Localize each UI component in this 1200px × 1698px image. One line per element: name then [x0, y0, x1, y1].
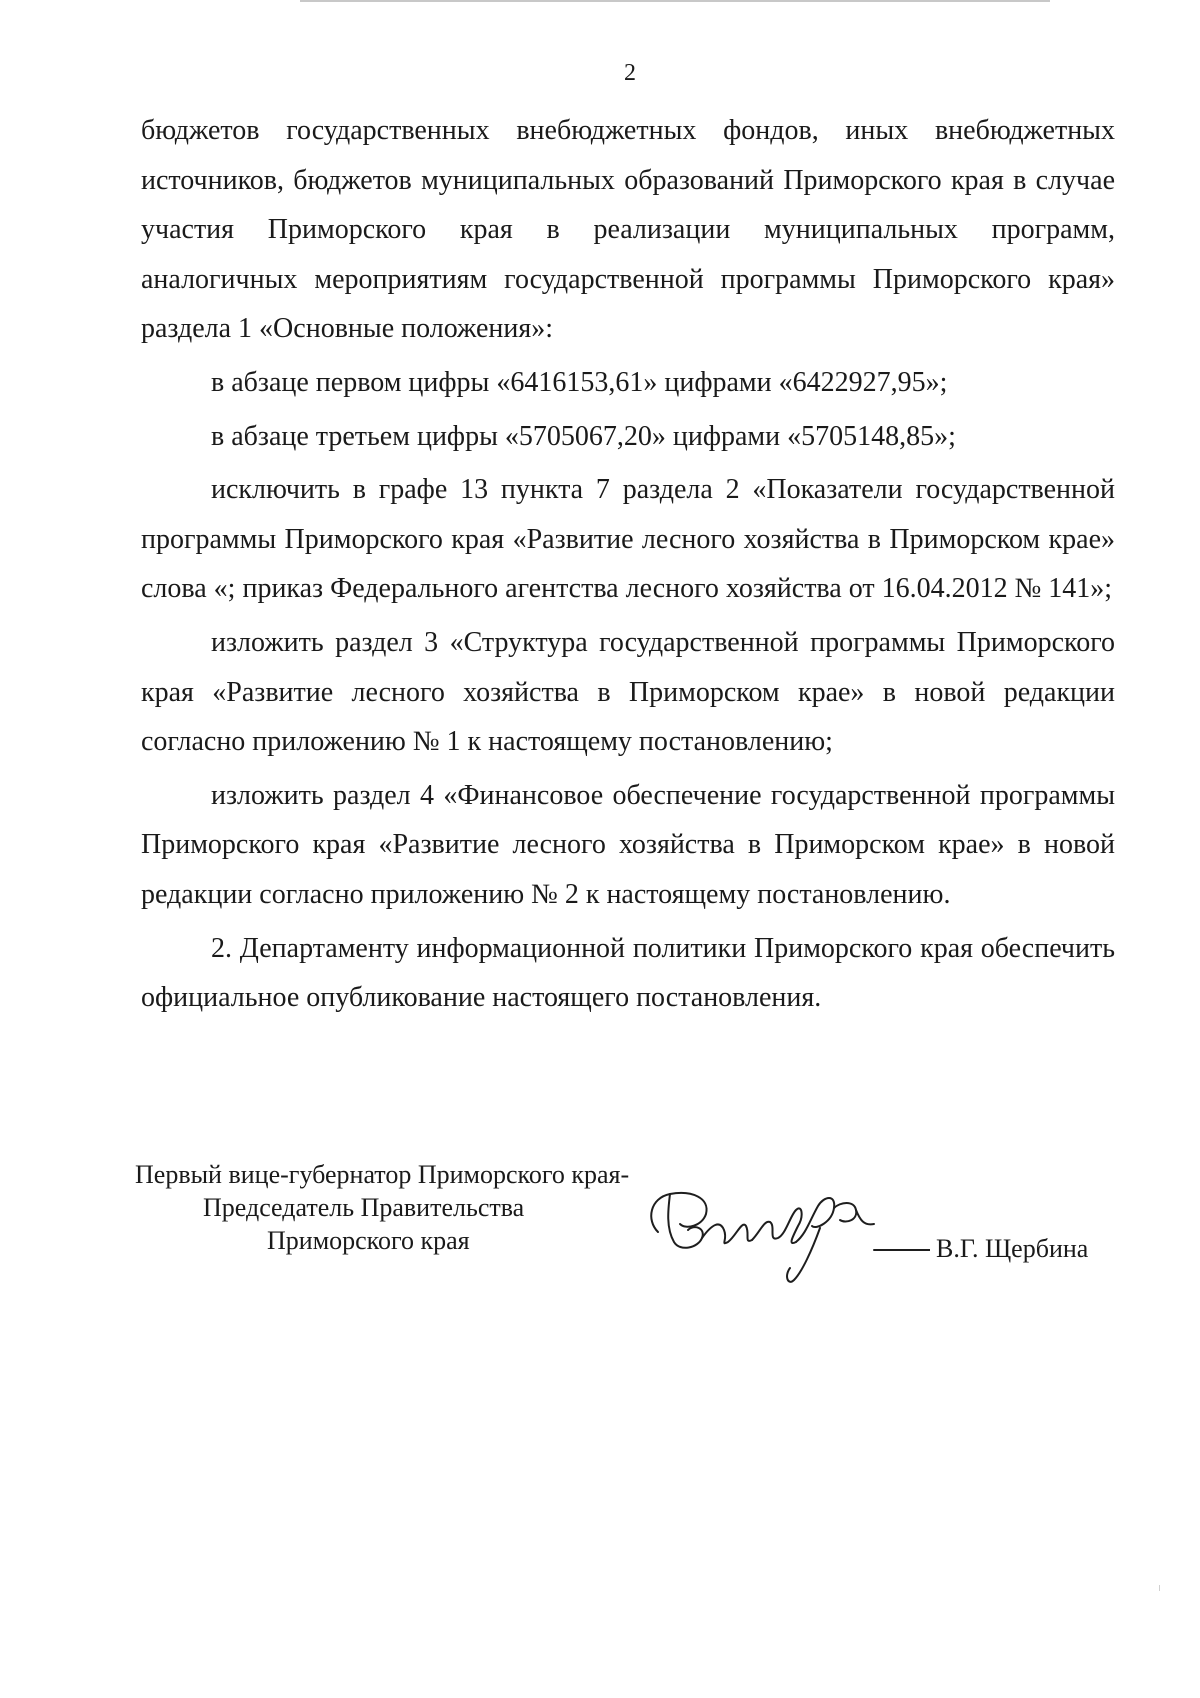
scan-top-edge [300, 0, 1050, 2]
paragraph-continuation: бюджетов государственных внебюджетных фондов, иных внебюджетных источников, бюджетов муниципальных образований Приморского края в случае участия Приморского края в реализации муниципальных программ, аналогичных мероприятиям государственной программы Приморского края» раздела 1 «Основные положения»: [141, 115, 1115, 345]
paragraph-amendment-2: в абзаце третьем цифры «5705067,20» цифрами «5705148,85»; [211, 420, 956, 452]
paragraph-item-2: 2. Департаменту информационной политики Приморского края обеспечить официальное опубликование настоящего постановления. [141, 932, 1115, 1014]
page-number: 2 [624, 60, 636, 86]
signatory-title-line-1: Первый вице-губернатор Приморского края- [135, 1160, 630, 1189]
paragraph-amendment-1: в абзаце первом цифры «6416153,61» цифрами «6422927,95»; [211, 366, 948, 398]
paragraph-amendment-3: исключить в графе 13 пункта 7 раздела 2 «Показатели государственной программы Приморского края «Развитие лесного хозяйства в Приморском крае» слова «; приказ Федерального агентства лесного хозяйства от 16.04.2012 № 141»; [141, 474, 1115, 605]
paragraph-amendment-4: изложить раздел 3 «Структура государственной программы Приморского края «Развитие лесного хозяйства в Приморском крае» в новой редакции согласно приложению № 1 к настоящему постановлению; [141, 626, 1115, 758]
paragraph-amendment-5: изложить раздел 4 «Финансовое обеспечение государственной программы Приморского края «Развитие лесного хозяйства в Приморском крае» в новой редакции согласно приложению № 2 к настоящему постановлению. [141, 779, 1115, 910]
signatory-title-line-2: Председатель Правительства [203, 1193, 525, 1222]
signer-name: В.Г. Щербина [936, 1234, 1089, 1263]
document-body [141, 106, 1115, 1023]
scan-artifact [1159, 1585, 1160, 1591]
signatory-title-line-3: Приморского края [267, 1226, 470, 1255]
signatory-title [135, 1158, 629, 1257]
handwritten-signature [640, 1180, 930, 1290]
